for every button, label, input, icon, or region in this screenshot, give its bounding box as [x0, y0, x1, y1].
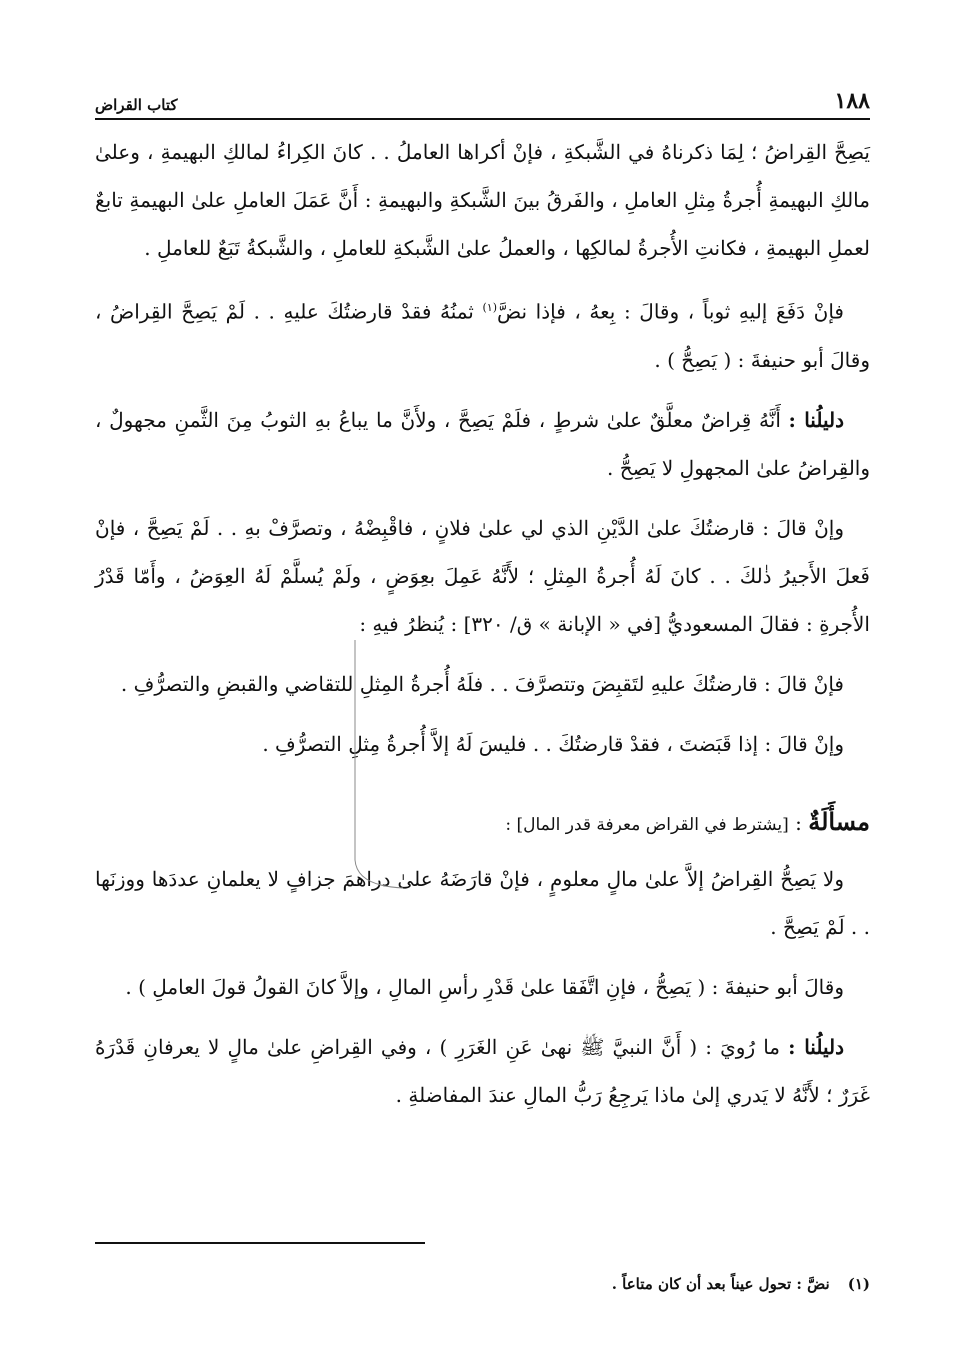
paragraph-6 — [95, 720, 870, 768]
masala-heading — [95, 802, 870, 845]
paragraph-text: وقالَ أبو حنيفةَ : ( يَصِحُّ ، فإنِ اتَّفَقا علىٰ قَدْرِ رأسِ المالِ ، وإلاَّ كانَ القولُ قولَ العاملِ ) . — [125, 974, 844, 999]
evidence-label: دليلُنا : — [788, 407, 844, 432]
footnote-separator — [95, 1242, 425, 1244]
paragraph-text: فإنْ قالَ : قارضتُكَ عليهِ لتَقبِضَ وتتصرَّفَ . . فلَهُ أُجرةُ المِثلِ للتقاضي والقبضِ والتصرُّفِ . — [120, 671, 844, 696]
masala-word: مسأَلَةٌ — [808, 806, 870, 836]
page-body — [95, 128, 870, 1131]
masala-colon: : — [788, 810, 809, 835]
footnote-number: (١) — [847, 1275, 870, 1293]
page-header — [95, 80, 870, 120]
footnote-reference[interactable]: (١) — [482, 301, 497, 314]
evidence-label: دليلُنا : — [788, 1034, 845, 1059]
paragraph-text: ولا يَصِحُّ القِراضُ إلاَّ علىٰ مالٍ معلومٍ ، فإنْ قارَضَهُ علىٰ دراهمَ جزافٍ لا يعلمانِ عددَها ووزنَها . . لَمْ يَصِحَّ . — [95, 866, 870, 939]
paragraph-text: وإنْ قالَ : إذا قَبَضتَ ، فقدْ قارضتُكَ . . فليسَ لَهُ إلاَّ أُجرةُ مِثلِ التصرُّفِ . — [262, 731, 844, 756]
masala-title: [يشترط في القراض معرفة قدر المال] : — [505, 814, 789, 835]
pencil-mark — [353, 640, 413, 890]
paragraph-9 — [95, 1023, 870, 1119]
paragraph-7 — [95, 855, 870, 951]
footnote — [95, 1270, 870, 1298]
paragraph-text: أَنَّهُ قِراضٌ معلَّقٌ علىٰ شرطٍ ، فلَمْ يَصِحَّ ، ولأَنَّ ما يباعُ بهِ الثوبُ مِنَ الثَّمنِ مجهولٌ ، والقِراضُ علىٰ المجهولِ لا يَصِحُّ . — [95, 407, 870, 480]
footnote-text: نضَّ : تحول عيناً بعد أن كان متاعاً . — [611, 1275, 830, 1293]
paragraph-text: ثمنُهُ فقدْ قارضتُكَ عليهِ . . لَمْ يَصِحَّ القِراضُ ، وقالَ أبو حنيفةَ : ( يَصِحُّ ) . — [95, 299, 870, 372]
paragraph-text: يَصِحَّ القِراضُ ؛ لِمَا ذكرناهُ في الشَّبكةِ ، فإنْ أكراها العاملُ . . كانَ الكِراءُ لمالكِ البهيمةِ ، وعلىٰ مالكِ البهيمةِ أُجرةُ مِثلِ العاملِ ، والفَرقُ بينَ الشَّبكةِ والبهيمةِ : أَنَّ عَمَلَ العاملِ علىٰ البهيمةِ تابعٌ لعملِ البهيمةِ ، فكانتِ الأُجرةُ لمالكِها ، والعملُ علىٰ الشَّبكةِ للعاملِ ، والشَّبكةُ تَبَعٌ للعاملِ . — [95, 140, 870, 260]
paragraph-8 — [95, 963, 870, 1011]
paragraph-4 — [95, 504, 870, 648]
paragraph-5 — [95, 660, 870, 708]
paragraph-text: وإنْ قالَ : قارضتُكَ علىٰ الدَّيْنِ الذي لي علىٰ فلانٍ ، فاقْبِضْهُ ، وتصرَّفْ بهِ . . لَمْ يَصِحَّ ، فإنْ فَعلَ الأَجيرُ ذٰلكَ . . كانَ لَهُ أُجرةُ المِثلِ ؛ لأَنَّهُ عَمِلَ بعِوَضٍ ، ولَمْ يُسلَّمْ لَهُ العِوَضُ ، وأَمّا قَدْرُ الأُجرةِ : فقالَ المسعوديُّ [في « الإبانة » ق/ ٣٢٠] : يُنظرُ فيهِ : — [95, 515, 870, 636]
paragraph-3 — [95, 396, 870, 492]
running-title: كتاب القراض — [95, 96, 178, 114]
book-page — [95, 80, 870, 1330]
paragraph-text: فإنْ دَفَعَ إليهِ ثوباً ، وقالَ : بِعهُ ، فإذا نضَّ — [496, 299, 844, 324]
paragraph-1 — [95, 128, 870, 272]
paragraph-text: ما رُويَ : ( أَنَّ النبيَّ ﷺ نهىٰ عَنِ الغَرَرِ ) ، وفي القِراضِ علىٰ مالٍ لا يعرفانِ قَدْرَهُ غَرَرٌ ؛ لأَنَّهُ لا يَدري إلىٰ ماذا يَرجِعُ رَبُّ المالِ عندَ المفاضلةِ . — [95, 1034, 870, 1107]
page-number: ١٨٨ — [834, 88, 870, 114]
paragraph-2 — [95, 284, 870, 384]
